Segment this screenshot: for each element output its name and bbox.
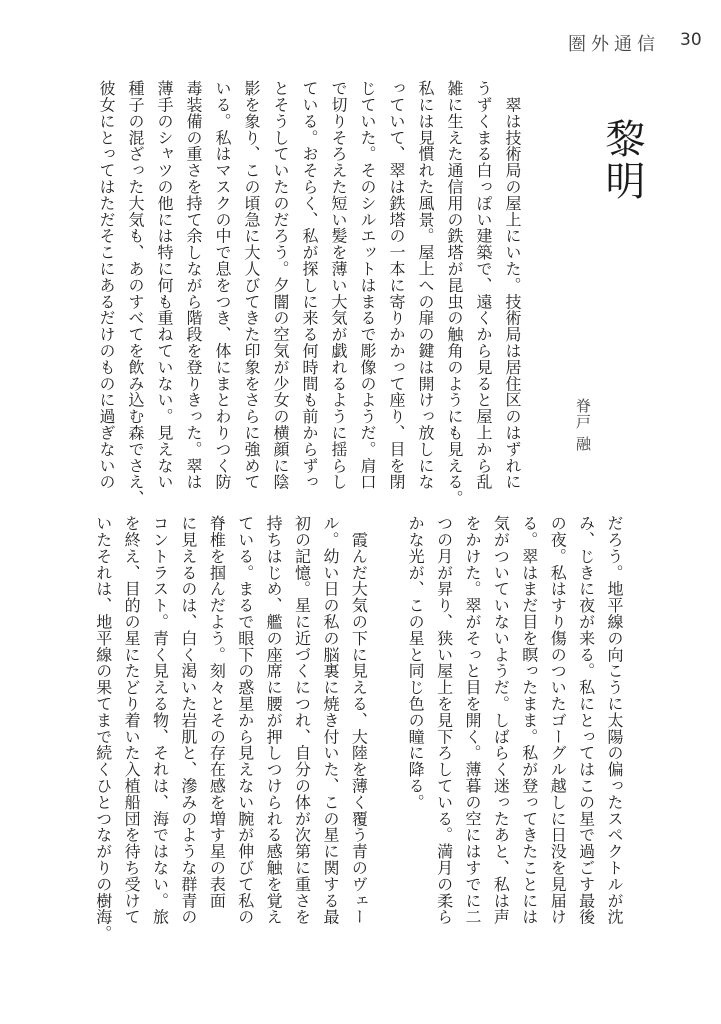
author-name: 脊戸 融 <box>574 398 592 452</box>
text-column: 雑に生えた通信用の鉄塔が昆虫の触角のようにも見える。 <box>445 80 464 507</box>
text-column: じていた。そのシルエットはまるで彫像のようだ。肩口 <box>358 80 377 490</box>
text-column: だろう。地平線の向こうに太陽の偏ったスペクトルが沈 <box>605 515 624 925</box>
text-column: み、じきに夜が来る。私にとってはこの星で過ごす最後 <box>576 515 596 925</box>
text-column: 影を象り、この頃急に大人びてきた印象をさらに強めて <box>242 80 261 490</box>
text-column: で切りそろえた短い髪を薄い大気が戯れるように揺らし <box>329 80 348 490</box>
text-column: 気がついていないようだ。しばらく迷ったあと、私は声 <box>491 515 511 925</box>
upper-text-block <box>92 80 527 506</box>
magazine-name: 圏外通信 <box>568 34 660 55</box>
page-number: 30 <box>680 30 702 50</box>
text-column: 脊椎を掴んだよう。刻々とその存在感を増す星の表面 <box>207 515 227 909</box>
text-column: 私には見慣れた風景。屋上への扉の鍵は開けっ放しにな <box>416 80 435 490</box>
text-column: ている。おそらく、私が探しに来る何時間も前からずっ <box>300 80 319 490</box>
text-column: ている。まるで眼下の惑星から見えない腕が伸びて私の <box>235 515 255 925</box>
text-column: 霞んだ大気の下に見える、大陸を薄く覆う青のヴェー <box>349 515 369 925</box>
text-column: つの月が昇り、狭い屋上を見下ろしている。満月の柔ら <box>434 515 454 925</box>
text-column: コントラスト。青く見える物、それは、海ではない。旅 <box>150 515 170 925</box>
text-column: いる。私はマスクの中で息をつき、体にまとわりつく防 <box>213 80 232 490</box>
text-column: 種子の混ざった大気も、あのすべてを飲み込む森でさえ、 <box>126 80 145 507</box>
text-column <box>372 515 400 941</box>
text-column: に見えるのは、白く渇いた岩肌と、滲みのような群青の <box>178 515 198 925</box>
text-column: 毒装備の重さを持て余しながら階段を登りきった。翠は <box>184 80 203 490</box>
text-column: を終え、目的の星にたどり着いた入植船団を待ち受けて <box>122 515 142 925</box>
text-column: る。翠はまだ目を瞑ったまま。私が登ってきたことには <box>519 515 539 925</box>
text-column: いたそれは、地平線の果てまで続くひとつながりの樹海。 <box>93 515 113 942</box>
text-column: をかけた。翠がそっと目を開く。薄暮の空にはすでに二 <box>462 515 482 925</box>
text-column: っていて、翠は鉄塔の一本に寄りかかって座り、目を閉 <box>387 80 406 490</box>
text-column: 持ちはじめ、艦の座席に腰が押しつけられる感触を覚え <box>264 515 284 925</box>
text-column: かな光が、この星と同じ色の瞳に降る。 <box>406 515 426 811</box>
lower-text-block <box>88 515 628 941</box>
text-column: ル。幼い日の私の脳裏に焼き付いた、この星に関する最 <box>320 515 340 925</box>
text-column: うずくまる白っぽい建築で、遠くから見ると屋上から乱 <box>474 80 493 490</box>
text-column: 初の記憶。星に近づくにつれ、自分の体が次第に重さを <box>292 515 312 925</box>
text-column: の夜。私はすり傷のついたゴーグル越しに日没を見届け <box>548 515 568 925</box>
text-column: とそうしていたのだろう。夕闇の空気が少女の横顔に陰 <box>271 80 290 490</box>
text-column: 彼女にとってはただそこにあるだけのものに過ぎないの <box>97 80 116 490</box>
text-column: 薄手のシャツの他には特に何も重ねていない。見えない <box>155 80 174 490</box>
story-title: 黎明 <box>599 118 645 202</box>
text-column: 翠は技術局の屋上にいた。技術局は居住区のはずれに <box>503 80 522 490</box>
